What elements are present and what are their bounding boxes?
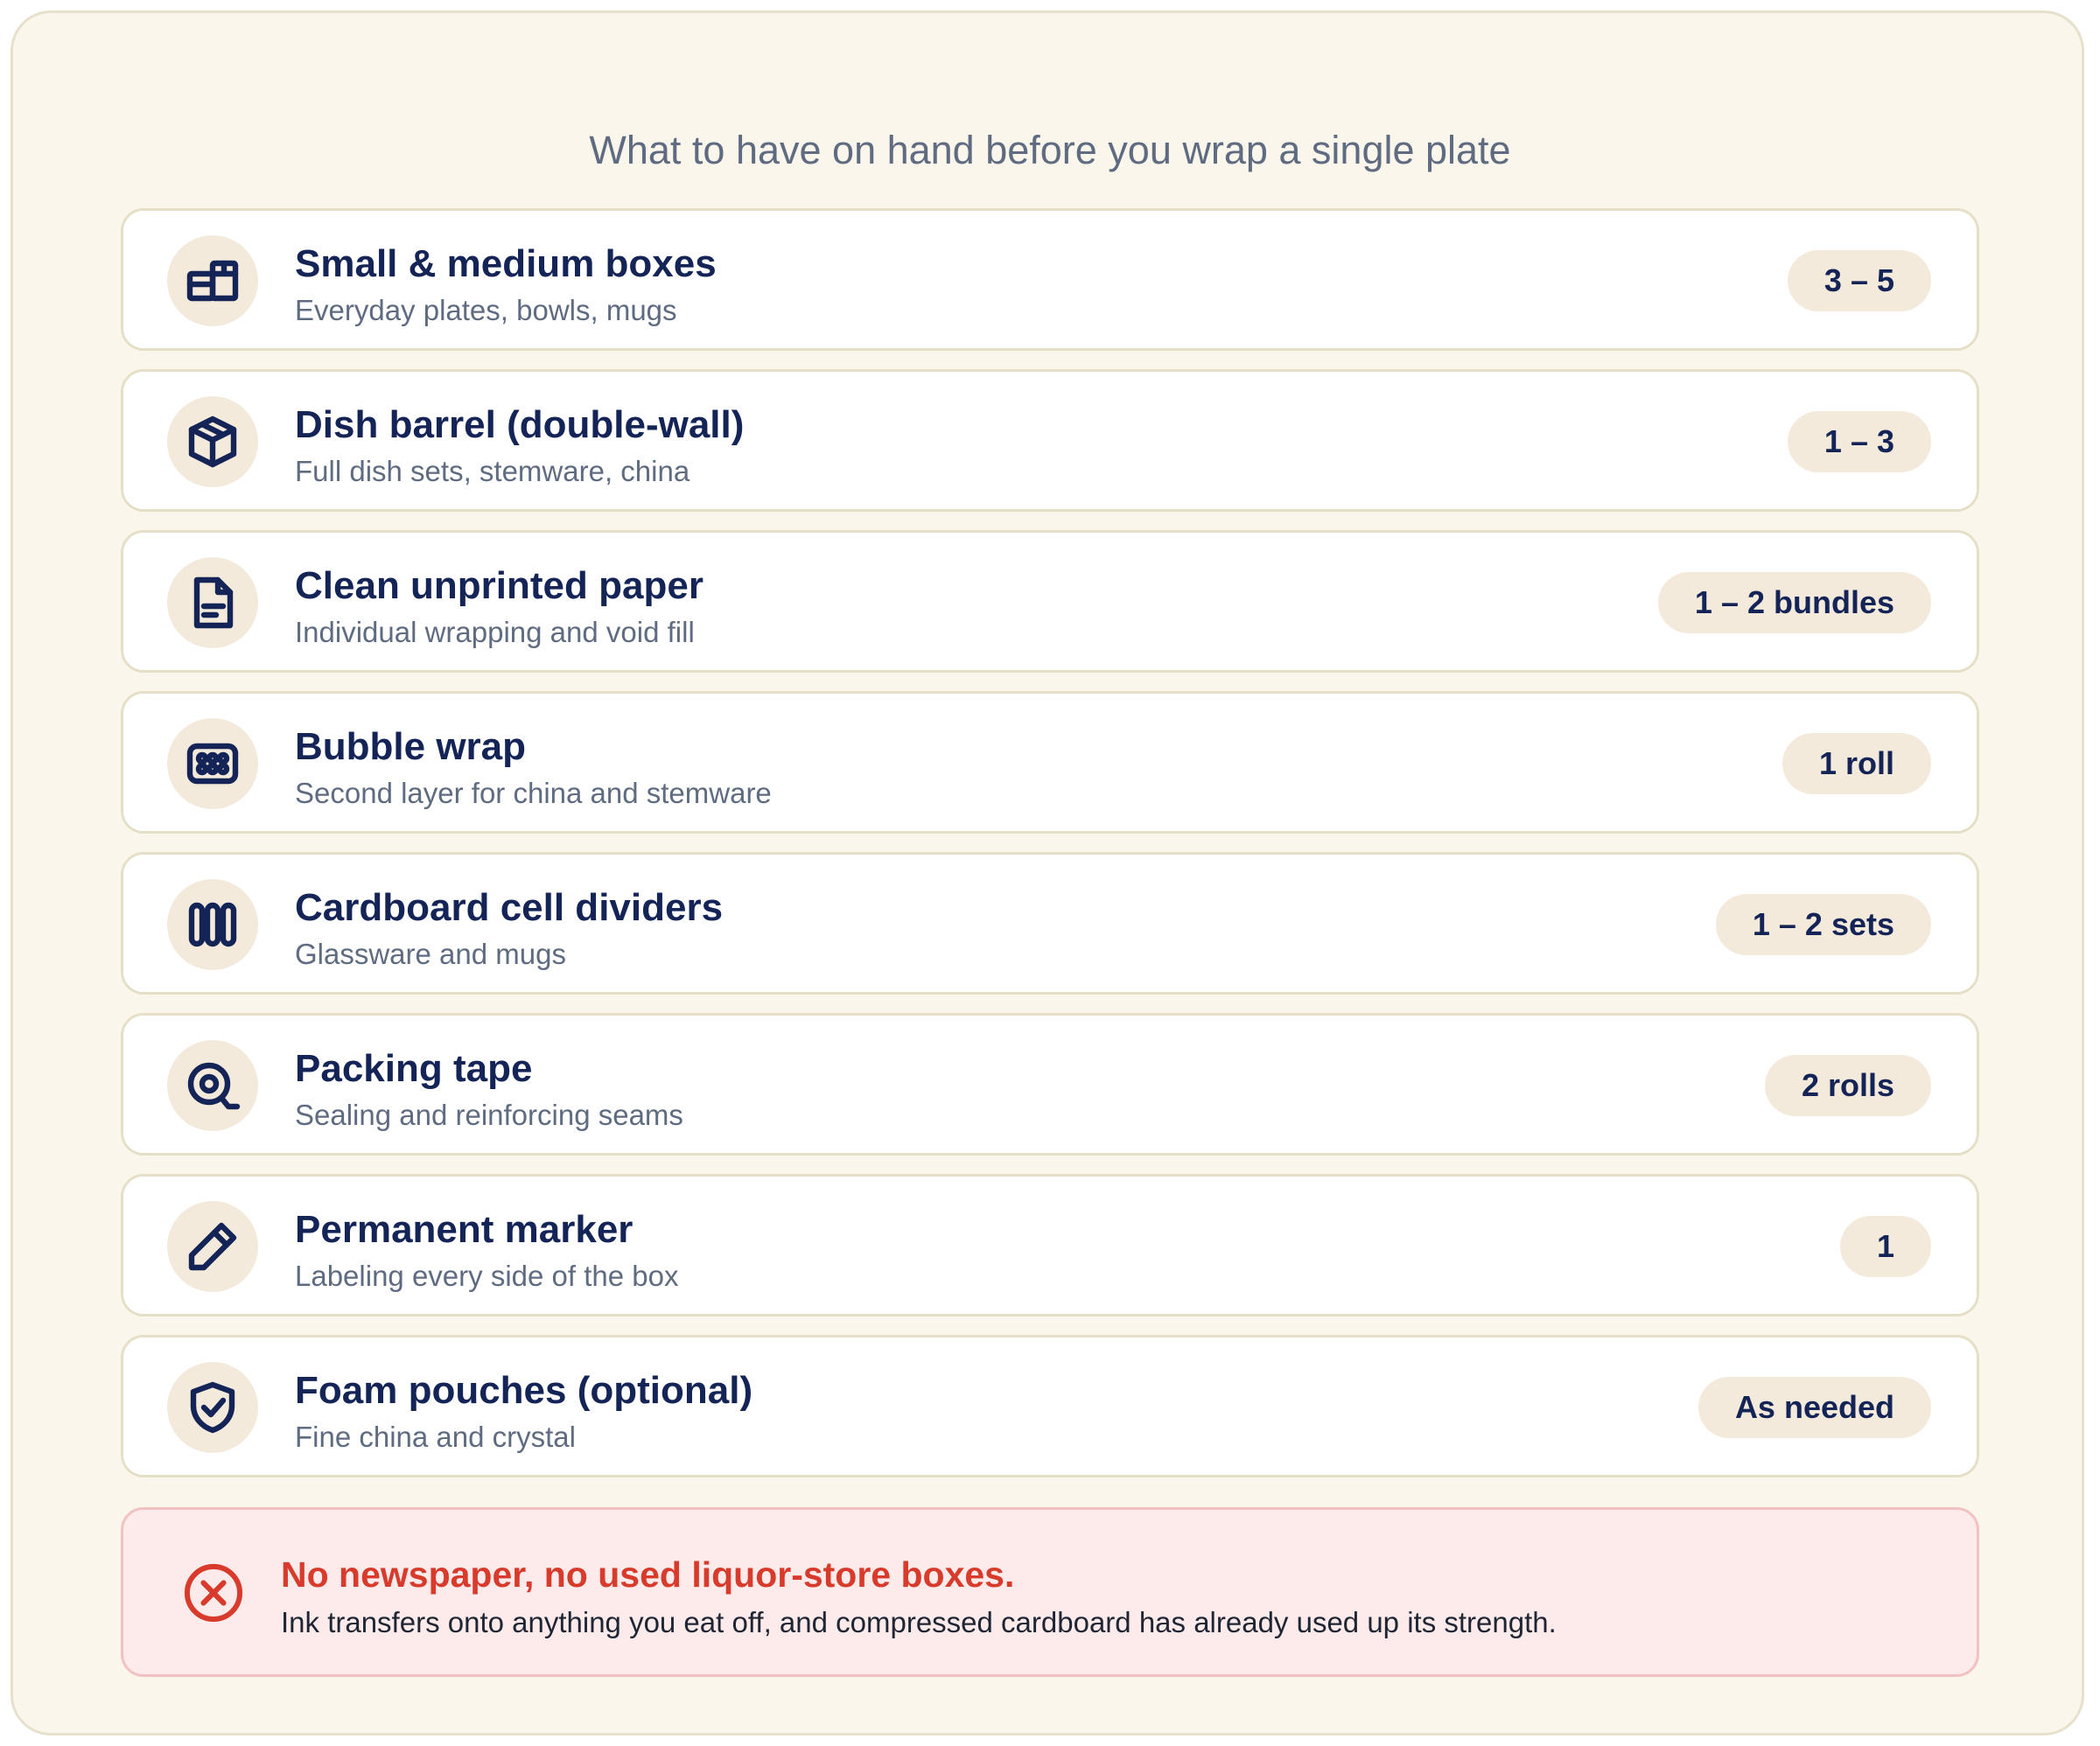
supply-item-paper [121, 530, 1979, 673]
supply-item-dish-barrel [121, 369, 1979, 512]
quantity-badge: 1 [1840, 1216, 1931, 1277]
tape-roll-icon [167, 1040, 258, 1131]
item-description: Second layer for china and stemware [295, 777, 772, 809]
dividers-icon [167, 879, 258, 970]
bubble-wrap-icon [167, 718, 258, 809]
page-heading: What to have on hand before you wrap a single plate [589, 128, 1511, 172]
item-title: Clean unprinted paper [295, 564, 704, 607]
shield-check-icon [167, 1362, 258, 1453]
quantity-badge: 1 – 2 sets [1716, 894, 1931, 955]
quantity-badge: 3 – 5 [1788, 250, 1931, 311]
warning-title: No newspaper, no used liquor-store boxes. [281, 1554, 1015, 1595]
item-description: Everyday plates, bowls, mugs [295, 294, 677, 326]
supply-item-foam-pouches [121, 1335, 1979, 1477]
supply-item-bubble-wrap [121, 691, 1979, 834]
quantity-badge: 1 – 3 [1788, 411, 1931, 472]
document-icon [167, 557, 258, 648]
pencil-icon [167, 1201, 258, 1292]
item-description: Individual wrapping and void fill [295, 616, 695, 648]
quantity-badge: 1 – 2 bundles [1658, 572, 1931, 633]
item-description: Labeling every side of the box [295, 1260, 679, 1292]
supply-item-packing-tape [121, 1013, 1979, 1156]
item-description: Sealing and reinforcing seams [295, 1099, 683, 1131]
item-title: Packing tape [295, 1047, 533, 1090]
item-title: Permanent marker [295, 1208, 634, 1251]
x-circle-icon [181, 1561, 246, 1625]
item-title: Foam pouches (optional) [295, 1369, 753, 1412]
quantity-badge: 2 rolls [1765, 1055, 1931, 1116]
supply-list [121, 208, 1979, 1496]
item-title: Small & medium boxes [295, 242, 717, 285]
item-title: Bubble wrap [295, 725, 527, 768]
item-description: Full dish sets, stemware, china [295, 455, 690, 487]
quantity-badge: As needed [1698, 1377, 1931, 1438]
box-3d-icon [167, 396, 258, 487]
boxes-icon [167, 235, 258, 326]
item-description: Glassware and mugs [295, 938, 566, 970]
supply-item-boxes [121, 208, 1979, 351]
quantity-badge: 1 roll [1782, 733, 1931, 794]
supply-item-marker [121, 1174, 1979, 1316]
supply-item-cell-dividers [121, 852, 1979, 995]
warning-callout [121, 1507, 1979, 1677]
item-title: Dish barrel (double-wall) [295, 403, 745, 446]
item-title: Cardboard cell dividers [295, 886, 724, 929]
item-description: Fine china and crystal [295, 1421, 576, 1453]
warning-text: Ink transfers onto anything you eat off, and compressed cardboard has already used up its strength. [281, 1606, 1557, 1638]
